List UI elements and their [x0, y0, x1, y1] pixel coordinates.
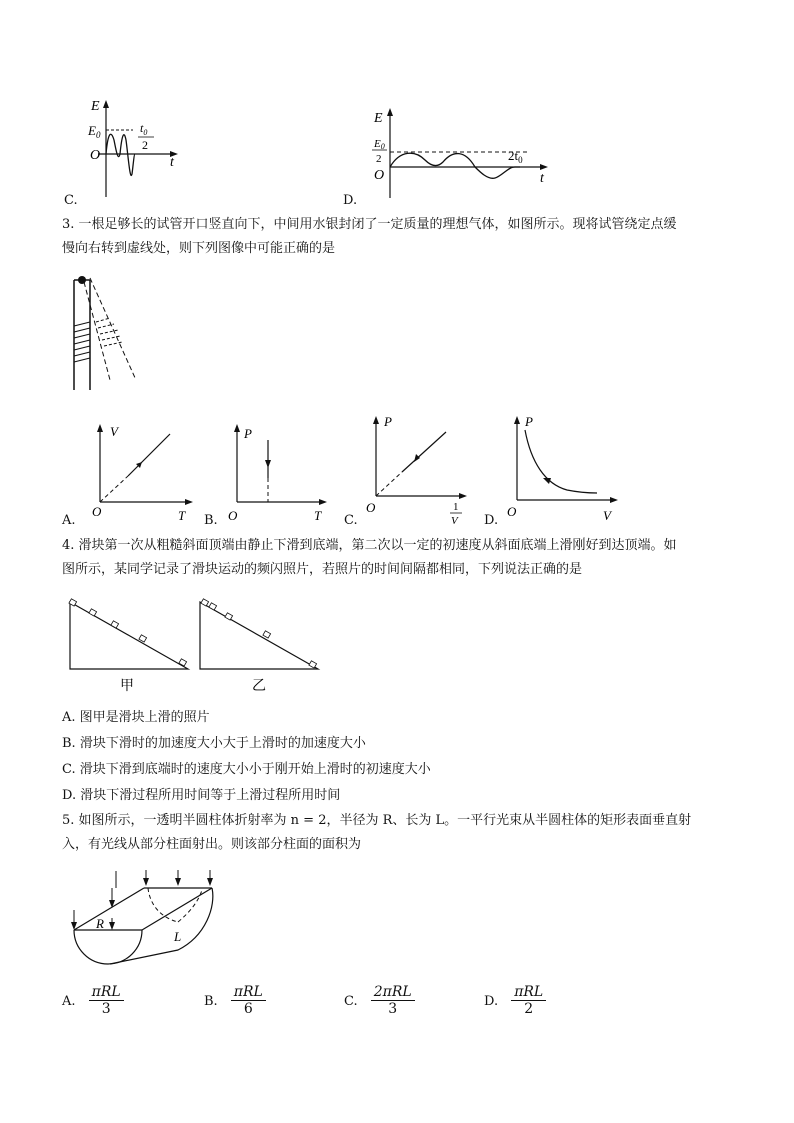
- graph-d: [360, 100, 560, 200]
- svg-text:V: V: [451, 515, 458, 527]
- svg-text:P: P: [384, 414, 392, 429]
- half-cylinder-figure: [66, 866, 226, 971]
- fig-label-right: 乙: [252, 679, 266, 694]
- q5-line1: 5. 如图所示，一透明半圆柱体折射率为 n = 2，半径为 R、长为 L。一平行光束从半圆柱体的矩形表面垂直射: [62, 813, 692, 828]
- q4-line2: 图所示，某同学记录了滑块运动的频闪照片，若照片的时间间隔都相同，下列说法正确的是: [62, 562, 583, 577]
- svg-text:T: T: [314, 508, 322, 523]
- svg-text:t: t: [170, 155, 174, 170]
- svg-text:2: 2: [142, 138, 148, 152]
- graph-d-option: D.: [343, 193, 358, 208]
- q3-graph-b: [222, 420, 337, 525]
- svg-text:2t0: $2t_0$: [508, 148, 523, 165]
- q3-graph-d: [505, 412, 625, 524]
- tube-figure: [62, 270, 142, 395]
- svg-text:O: O: [366, 500, 376, 515]
- q5-option-d: D. $\frac{\text{πRL}}{2}$: [484, 984, 546, 1017]
- graph-c-option: C.: [64, 193, 78, 208]
- q3-line1: 3. 一根足够长的试管开口竖直向下，中间用水银封闭了一定质量的理想气体，如图所示。现将试管绕定点缓: [62, 217, 677, 232]
- q5-option-b: B. $\frac{\text{πRL}}{6}$: [204, 984, 266, 1017]
- q5-line2: 入，有光线从部分柱面射出。则该部分柱面的面积为: [62, 837, 362, 852]
- svg-text:t0: $t_0$: [140, 121, 148, 137]
- svg-text:E0: $E_0$: [88, 123, 101, 140]
- graph-c: [78, 92, 188, 202]
- q3-option-d: D.: [484, 513, 499, 528]
- q3-graph-a: [80, 420, 195, 525]
- svg-text:O: O: [374, 168, 385, 183]
- svg-text:O: O: [92, 504, 102, 519]
- q3-graph-c: [362, 412, 477, 527]
- svg-text:E0: E0: [374, 138, 385, 151]
- svg-text:T: T: [178, 508, 186, 523]
- q4-option-d: D. 滑块下滑过程所用时间等于上滑过程所用时间: [62, 788, 341, 803]
- svg-text:2: 2: [376, 153, 382, 165]
- q5-option-c: C. $\frac{\text{2πRL}}{3}$: [344, 984, 415, 1017]
- graph-c-origin: O: [90, 148, 101, 163]
- q4-figures: [62, 596, 332, 696]
- q4-option-c: C. 滑块下滑到底端时的速度大小小于刚开始上滑时的初速度大小: [62, 762, 431, 777]
- svg-text:t: t: [540, 171, 544, 186]
- q4-option-a: A. 图甲是滑块上滑的照片: [62, 710, 210, 725]
- svg-text:L: L: [174, 929, 182, 944]
- svg-text:1: 1: [453, 501, 459, 513]
- svg-text:P: P: [525, 414, 533, 429]
- svg-text:P: P: [244, 426, 252, 441]
- svg-text:R: R: [96, 916, 104, 931]
- q5-option-a: A. $\frac{\text{πRL}}{3}$: [62, 984, 124, 1017]
- svg-text:E: E: [374, 111, 383, 126]
- q4-option-b: B. 滑块下滑时的加速度大小大于上滑时的加速度大小: [62, 736, 366, 751]
- svg-text:V: V: [603, 508, 611, 523]
- q3-option-b: B.: [204, 513, 218, 528]
- graph-c-y-label: E: [91, 99, 100, 114]
- q4-line1: 4. 滑块第一次从粗糙斜面顶端由静止下滑到底端，第二次以一定的初速度从斜面底端上滑刚好到达顶端。如: [62, 538, 677, 553]
- svg-text:O: O: [507, 504, 517, 519]
- svg-text:O: O: [228, 508, 238, 523]
- q3-option-a: A.: [62, 513, 76, 528]
- fig-label-left: 甲: [120, 679, 134, 694]
- svg-text:V: V: [110, 424, 118, 439]
- q3-option-c: C.: [344, 513, 358, 528]
- q3-line2: 慢向右转到虚线处，则下列图像中可能正确的是: [62, 241, 336, 256]
